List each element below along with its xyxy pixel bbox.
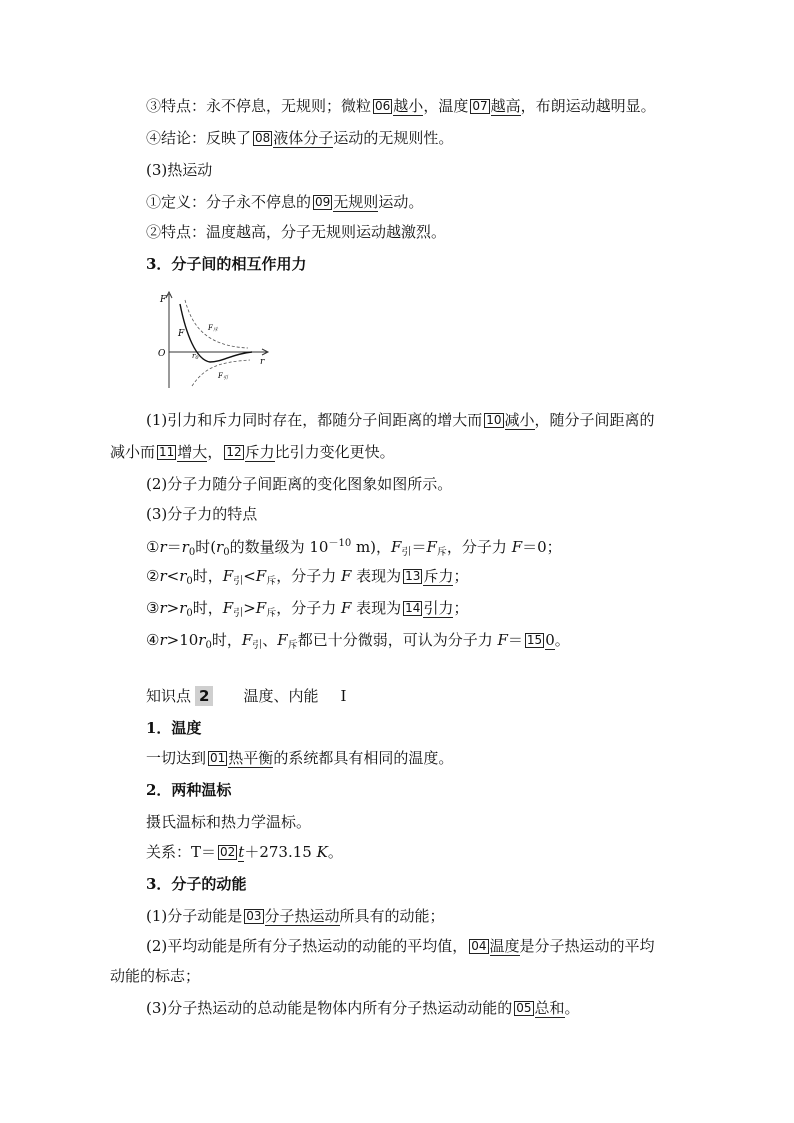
section-heading: 3．分子间的相互作用力 — [146, 255, 307, 273]
text-line: (3)分子热运动的总动能是物体内所有分子热运动动能的 05 总和。 — [146, 999, 580, 1017]
text-line: (2)分子力随分子间距离的变化图象如图所示。 — [146, 475, 453, 493]
blank-number: 10 — [486, 413, 502, 427]
r0-label: r0 — [192, 352, 199, 361]
text-line: 减小而 11 增大， 12 斥力比引力变化更快。 — [110, 443, 395, 461]
text-line: 一切达到 01 热平衡的系统都具有相同的温度。 — [146, 749, 454, 767]
answer: 分子热运动 — [264, 907, 340, 925]
axis-label-f: F — [160, 295, 167, 305]
section-heading: 1．温度 — [146, 719, 202, 737]
text-line: 摄氏温标和热力学温标。 — [146, 813, 312, 831]
text-line: (1)引力和斥力同时存在，都随分子间距离的增大而 10 减小，随分子间距离的 — [146, 411, 655, 429]
blank-number: 01 — [210, 751, 226, 765]
axis-label-r: r — [260, 357, 265, 367]
answer: 减小 — [504, 411, 535, 429]
blank-number: 07 — [472, 99, 488, 113]
blank-number: 06 — [375, 99, 391, 113]
blank-number: 15 — [526, 633, 543, 647]
section-heading: 3．分子的动能 — [146, 875, 247, 893]
knowledge-point-heading: 知识点 2 温度、内能 Ⅰ — [146, 687, 347, 705]
text-line: $②r<r_0$时，$F_引<F_斥$，分子力 F 表现为 13 斥力； — [146, 567, 469, 587]
text-line: (3)热运动 — [146, 161, 213, 179]
answer: 斥力 — [423, 567, 454, 585]
answer: 热平衡 — [228, 749, 274, 767]
force-graph — [152, 288, 276, 392]
text-line: $④r>10r_0$时，$F_引$、$F_斥$都已十分微弱，可认为分子力 F＝ 15 0。 — [146, 631, 570, 651]
answer: 增大 — [177, 443, 208, 461]
blank-number: 02 — [220, 845, 236, 859]
blank-number: 14 — [405, 601, 421, 615]
blank-number: 05 — [516, 1001, 532, 1015]
text-line: 动能的标志； — [110, 967, 201, 985]
repulsive-label: F斥 — [208, 324, 218, 333]
text-line: ②特点：温度越高，分子无规则运动越激烈。 — [146, 223, 447, 241]
text-line: (2)平均动能是所有分子热运动的动能的平均值， 04 温度是分子热运动的平均 — [146, 937, 655, 955]
text-line: (3)分子力的特点 — [146, 505, 258, 523]
knowledge-point-badge: 2 — [195, 686, 213, 706]
text-line: ④结论：反映了 08 液体分子运动的无规则性。 — [146, 129, 454, 147]
answer: t — [238, 843, 245, 861]
answer: 0 — [545, 631, 555, 649]
text-line: $①r=r_0$时($r_0$的数量级为 $10^{-10}$ m)，$F_引=F_斥$，分子力 F＝0； — [146, 538, 562, 558]
answer: 引力 — [423, 599, 454, 617]
blank-number: 12 — [226, 445, 242, 459]
text-line: $③r>r_0$时，$F_引>F_斥$，分子力 F 表现为 14 引力； — [146, 599, 469, 619]
text-line: 关系：T＝ 02 t＋273.15 K。 — [146, 843, 343, 861]
answer: 越小 — [393, 97, 424, 115]
section-heading: 2．两种温标 — [146, 781, 232, 799]
answer: 越高 — [490, 97, 521, 115]
answer: 液体分子 — [273, 129, 334, 147]
blank-number: 11 — [159, 445, 175, 459]
answer: 斥力 — [244, 443, 275, 461]
blank-number: 04 — [471, 939, 487, 953]
text-line: ①定义：分子永不停息的 09 无规则运动。 — [146, 193, 424, 211]
text-line: (1)分子动能是 03 分子热运动所具有的动能； — [146, 907, 445, 925]
origin-label: O — [158, 349, 166, 359]
answer: 总和 — [534, 999, 565, 1017]
blank-number: 13 — [405, 569, 421, 583]
answer: 温度 — [489, 937, 520, 955]
attractive-label: F引 — [218, 372, 228, 381]
blank-number: 08 — [255, 131, 271, 145]
text-line: ③特点：永不停息，无规则；微粒 06 越小，温度 07 越高，布朗运动越明显。 — [146, 97, 656, 115]
blank-number: 09 — [315, 195, 331, 209]
blank-number: 03 — [246, 909, 262, 923]
f-curve-label: F — [178, 329, 185, 339]
answer: 无规则 — [333, 193, 379, 211]
